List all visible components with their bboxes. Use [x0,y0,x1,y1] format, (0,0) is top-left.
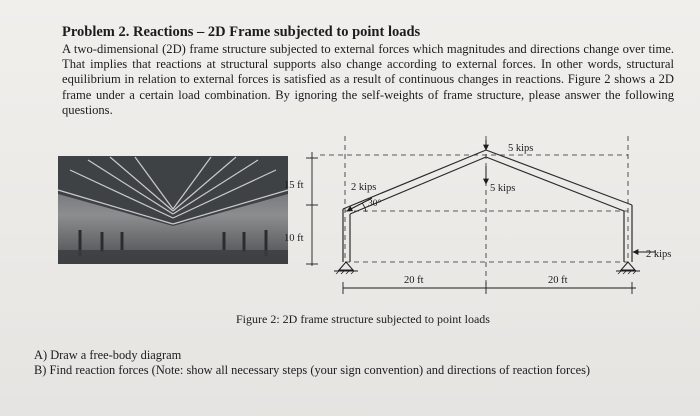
question-letter: A) [34,348,48,362]
load-2kips-left-label: 2 kips [351,182,377,193]
span-left-label: 20 ft [404,275,424,286]
frame-members [343,150,632,262]
figure-caption: Figure 2: 2D frame structure subjected to point loads [236,312,490,326]
reference-dashes [320,136,628,288]
question-item [34,348,590,363]
load-5kips-mid-label: 5 kips [490,183,516,194]
load-5kips-top-label: 5 kips [508,143,534,154]
question-text: Find reaction forces (Note: show all necessary steps (your sign convention) and directions of reaction forces) [49,362,591,377]
angle-label: 30° [368,199,382,209]
dim-15-label: 15 ft [284,180,304,191]
dim-10-label: 10 ft [284,233,304,244]
span-right-label: 20 ft [548,275,568,286]
question-letter: B) [34,362,47,377]
span-dimension [343,282,636,294]
right-pin-support [616,262,640,274]
building-photo [58,156,288,264]
question-item [34,363,590,378]
question-text: Draw a free-body diagram [50,348,182,362]
problem-paragraph: A two-dimensional (2D) frame structure subjected to external forces which magnitudes and directions change over time. That implies that reactions at structural supports also change according to external forces. In other words, structural equilibrium in relation to external forces is satisfied as a result of continuous changes in reactions. Figure 2 shows a 2D frame under a certain load combination. By ignoring the self-weights of frame structure, please answer the following questions. [62,42,674,117]
height-dimension [306,152,318,266]
problem-title: Problem 2. Reactions – 2D Frame subjected to point loads [62,24,421,40]
load-2kips-right-label: 2 kips [646,249,672,260]
left-pin-support [334,262,358,274]
question-list [34,348,590,377]
